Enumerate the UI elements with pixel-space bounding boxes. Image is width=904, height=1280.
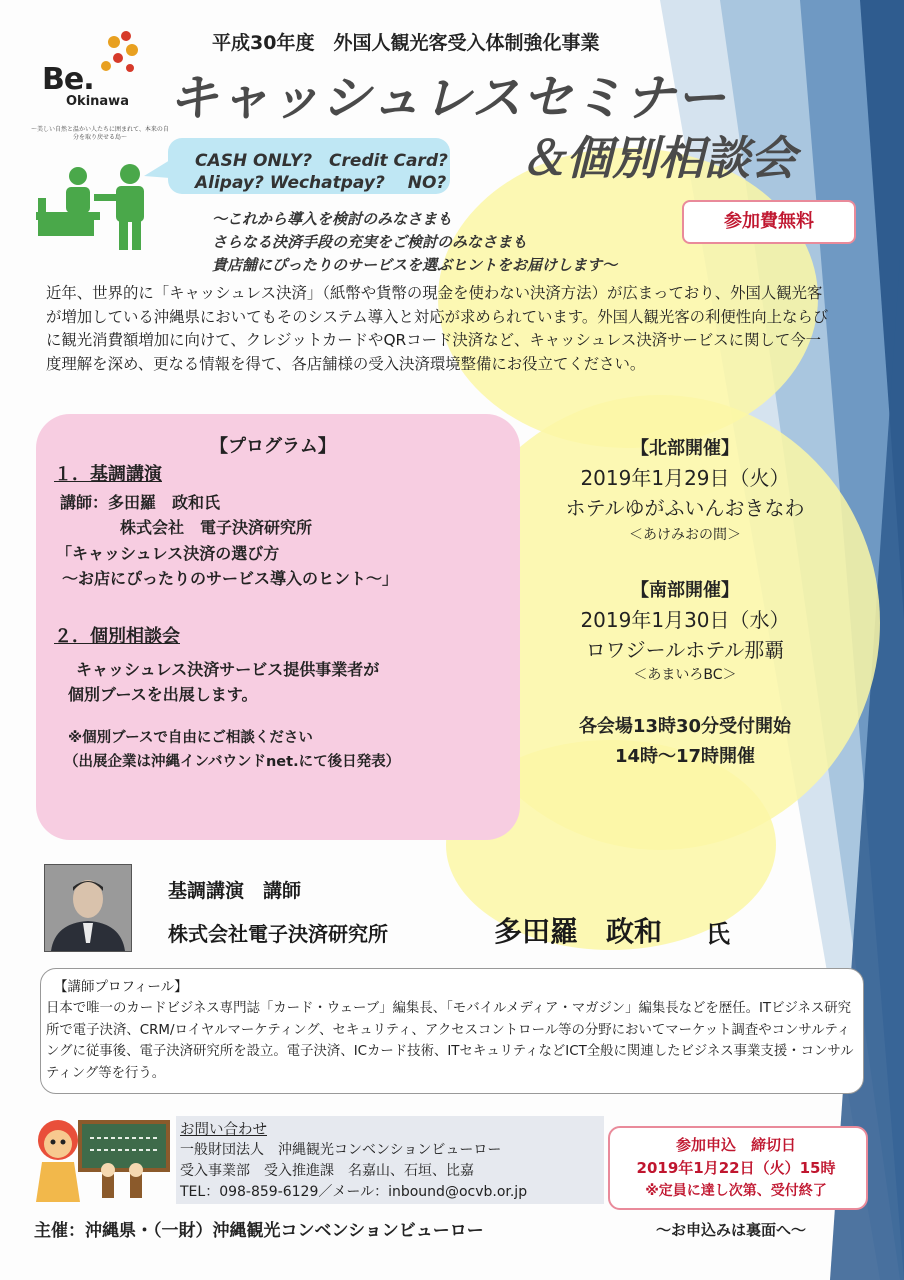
north-date: 2019年1月29日（火） [580,466,790,490]
fee-badge: 参加費無料 [682,200,856,244]
tagline-line-2: さらなる決済手段の充実をご検討のみなさまも [212,233,528,251]
speaker-company: 株式会社電子決済研究所 [168,922,388,946]
contact-tel: TEL：098-859-6129／メール：inbound@ocvb.or.jp [180,1184,528,1200]
deadline-note: ※定員に達し次第、受付終了 [645,1183,827,1199]
cashier-people-icon [36,160,156,252]
logo-tagline: ～美しい自然と温かい人たちに囲まれて、本来の自分を取り戻せる島～ [31,126,169,141]
item-2-desc-1: キャッシュレス決済サービス提供事業者が [76,660,380,679]
page-title: キャッシュレスセミナー [168,69,727,127]
page-subtitle: ＆個別相談会 [520,131,796,185]
program-item-1-title: １．基調講演 [54,464,162,485]
speaker-honorific: 氏 [706,920,730,948]
profile-text: 日本で唯一のカードビジネス専門誌「カード・ウェーブ」編集長、「モバイルメディア・マガジン」編集長などを歴任。ITビジネス研究所で電子決済、CRM/ロイヤルマーケティング、セキュリティ、アクセスコントロール等の分野においてマーケット調査やコンサルティングに従事後、電子決済研究所を設立。電子決済、ICカード技術、ITセキュリティなどICT全般に関連したビジネス事業支援・コンサルティング等を行う。 [46,1001,854,1081]
speaker-role: 基調講演 講師 [168,880,302,902]
talk-title-1: 「キャッシュレス決済の選び方 [56,544,280,563]
program-item-2-title: ２．個別相談会 [54,626,180,647]
item-2-desc-2: 個別ブースを出展します。 [68,685,258,704]
north-label: 【北部開催】 [631,438,739,459]
program-note-1: ※個別ブースで自由にご相談ください [68,730,313,746]
bubble-line-1: CASH ONLY? Credit Card? [195,151,448,171]
south-date: 2019年1月30日（水） [580,608,790,632]
south-label: 【南部開催】 [631,580,739,601]
program-name: 平成30年度 外国人観光客受入体制強化事業 [212,32,600,54]
program-note-2: （出展企業は沖縄インバウンドnet.にて後日発表） [64,754,401,770]
organizer: 主催：沖縄県・（一財）沖縄観光コンベンションビューロー [34,1221,484,1241]
south-hotel: ロワジールホテル那覇 [585,638,785,662]
bubble-line-2: Alipay? Wechatpay? NO? [195,173,447,193]
reception-time: 各会場13時30分受付開始 [578,716,792,737]
north-hotel: ホテルゆがふいんおきなわ [565,496,805,520]
tagline-line-1: ～これから導入を検討のみなさまも [212,210,453,228]
event-hours: 14時～17時開催 [614,746,756,767]
logo-be: Be. [42,62,94,97]
next-page-note: ～お申込みは裏面へ～ [656,1221,807,1239]
contact-heading: お問い合わせ [180,1122,267,1138]
intro-paragraph: 近年、世界的に「キャッシュレス決済」（紙幣や貨幣の現金を使わない決済方法）が広まっており、外国人観光客が増加している沖縄県においてもそのシステム導入と対応が求められています。外国人観光客の利便性向上ならびに観光消費額増加に向けて、クレジットカードやQRコード決済など、キャッシュレス決済サービスに関して今一度理解を深め、更なる情報を得て、各店舗様の受入決済環境整備にお役立てください。 [46,284,829,373]
deadline-date: 2019年1月22日（火）15時 [636,1159,836,1177]
contact-org: 一般財団法人 沖縄観光コンベンションビューロー [180,1142,502,1158]
speaker-photo [44,864,132,952]
company-line: 株式会社 電子決済研究所 [120,518,313,537]
logo-okinawa: Okinawa [66,94,129,109]
deadline-label: 参加申込 締切日 [675,1136,796,1154]
profile-heading: 【講師プロフィール】 [54,979,188,995]
speaker-name: 多田羅 政和 [494,915,663,948]
speaker-line: 講師：多田羅 政和氏 [60,493,221,512]
tagline-line-3: 貴店舗にぴったりのサービスを選ぶヒントをお届けします～ [212,256,618,274]
shisa-mascot-icon [34,1112,174,1208]
north-room: ＜あけみおの間＞ [629,527,741,543]
contact-dept: 受入事業部 受入推進課 名嘉山、石垣、比嘉 [180,1163,474,1179]
flower-logo-icon [96,26,144,82]
program-heading: 【プログラム】 [210,436,336,457]
south-room: ＜あまいろBC＞ [633,667,737,683]
talk-title-2: ～お店にぴったりのサービス導入のヒント～」 [62,569,399,588]
